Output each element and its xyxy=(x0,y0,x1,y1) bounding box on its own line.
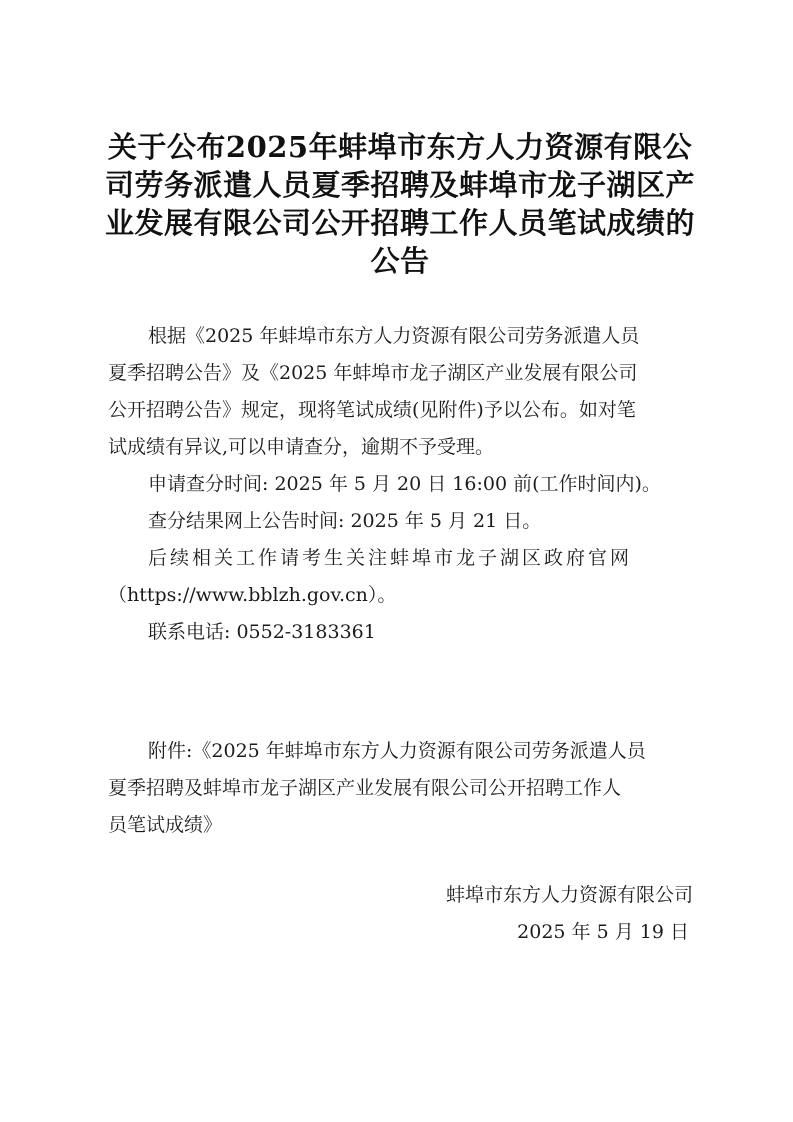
attachment-paragraph xyxy=(108,733,698,844)
contact-paragraph: 联系电话: 0552-3183361 xyxy=(148,621,376,643)
attachment-line-3: 员笔试成绩》 xyxy=(108,814,223,836)
intro-paragraph xyxy=(108,318,698,466)
intro-line-3: 公开招聘公告》规定，现将笔试成绩(见附件)予以公布。如对笔 xyxy=(108,399,636,421)
attachment-line-2: 夏季招聘及蚌埠市龙子湖区产业发展有限公司公开招聘工作人 xyxy=(108,777,622,799)
title-line-2: 司劳务派遣人员夏季招聘及蚌埠市龙子湖区产 xyxy=(104,168,695,202)
title-line-4: 公告 xyxy=(370,244,430,278)
title-line-3: 业发展有限公司公开招聘工作人员笔试成绩的 xyxy=(104,206,695,240)
document-body xyxy=(108,318,698,651)
followup-paragraph xyxy=(108,540,698,614)
intro-line-1: 根据《2025 年蚌埠市东方人力资源有限公司劳务派遣人员 xyxy=(148,325,640,347)
followup-line-1: 后续相关工作请考生关注蚌埠市龙子湖区政府官网 xyxy=(148,547,633,569)
followup-line-2: （https://www.bblzh.gov.cn）。 xyxy=(108,584,397,606)
title-line-1: 关于公布2025年蚌埠市东方人力资源有限公 xyxy=(107,130,693,164)
attachment-line-1: 附件:《2025 年蚌埠市东方人力资源有限公司劳务派遣人员 xyxy=(148,740,646,762)
document-title xyxy=(100,128,700,280)
signature-block xyxy=(373,877,693,951)
result-time-paragraph: 查分结果网上公告时间: 2025 年 5 月 21 日。 xyxy=(148,510,542,532)
signature-date: 2025 年 5 月 19 日 xyxy=(517,921,689,943)
intro-line-2: 夏季招聘公告》及《2025 年蚌埠市龙子湖区产业发展有限公司 xyxy=(108,362,638,384)
intro-line-4: 试成绩有异议,可以申请查分，逾期不予受理。 xyxy=(108,436,495,458)
apply-time-paragraph: 申请查分时间: 2025 年 5 月 20 日 16:00 前(工作时间内)。 xyxy=(148,473,661,495)
signature-organization: 蚌埠市东方人力资源有限公司 xyxy=(445,884,693,906)
